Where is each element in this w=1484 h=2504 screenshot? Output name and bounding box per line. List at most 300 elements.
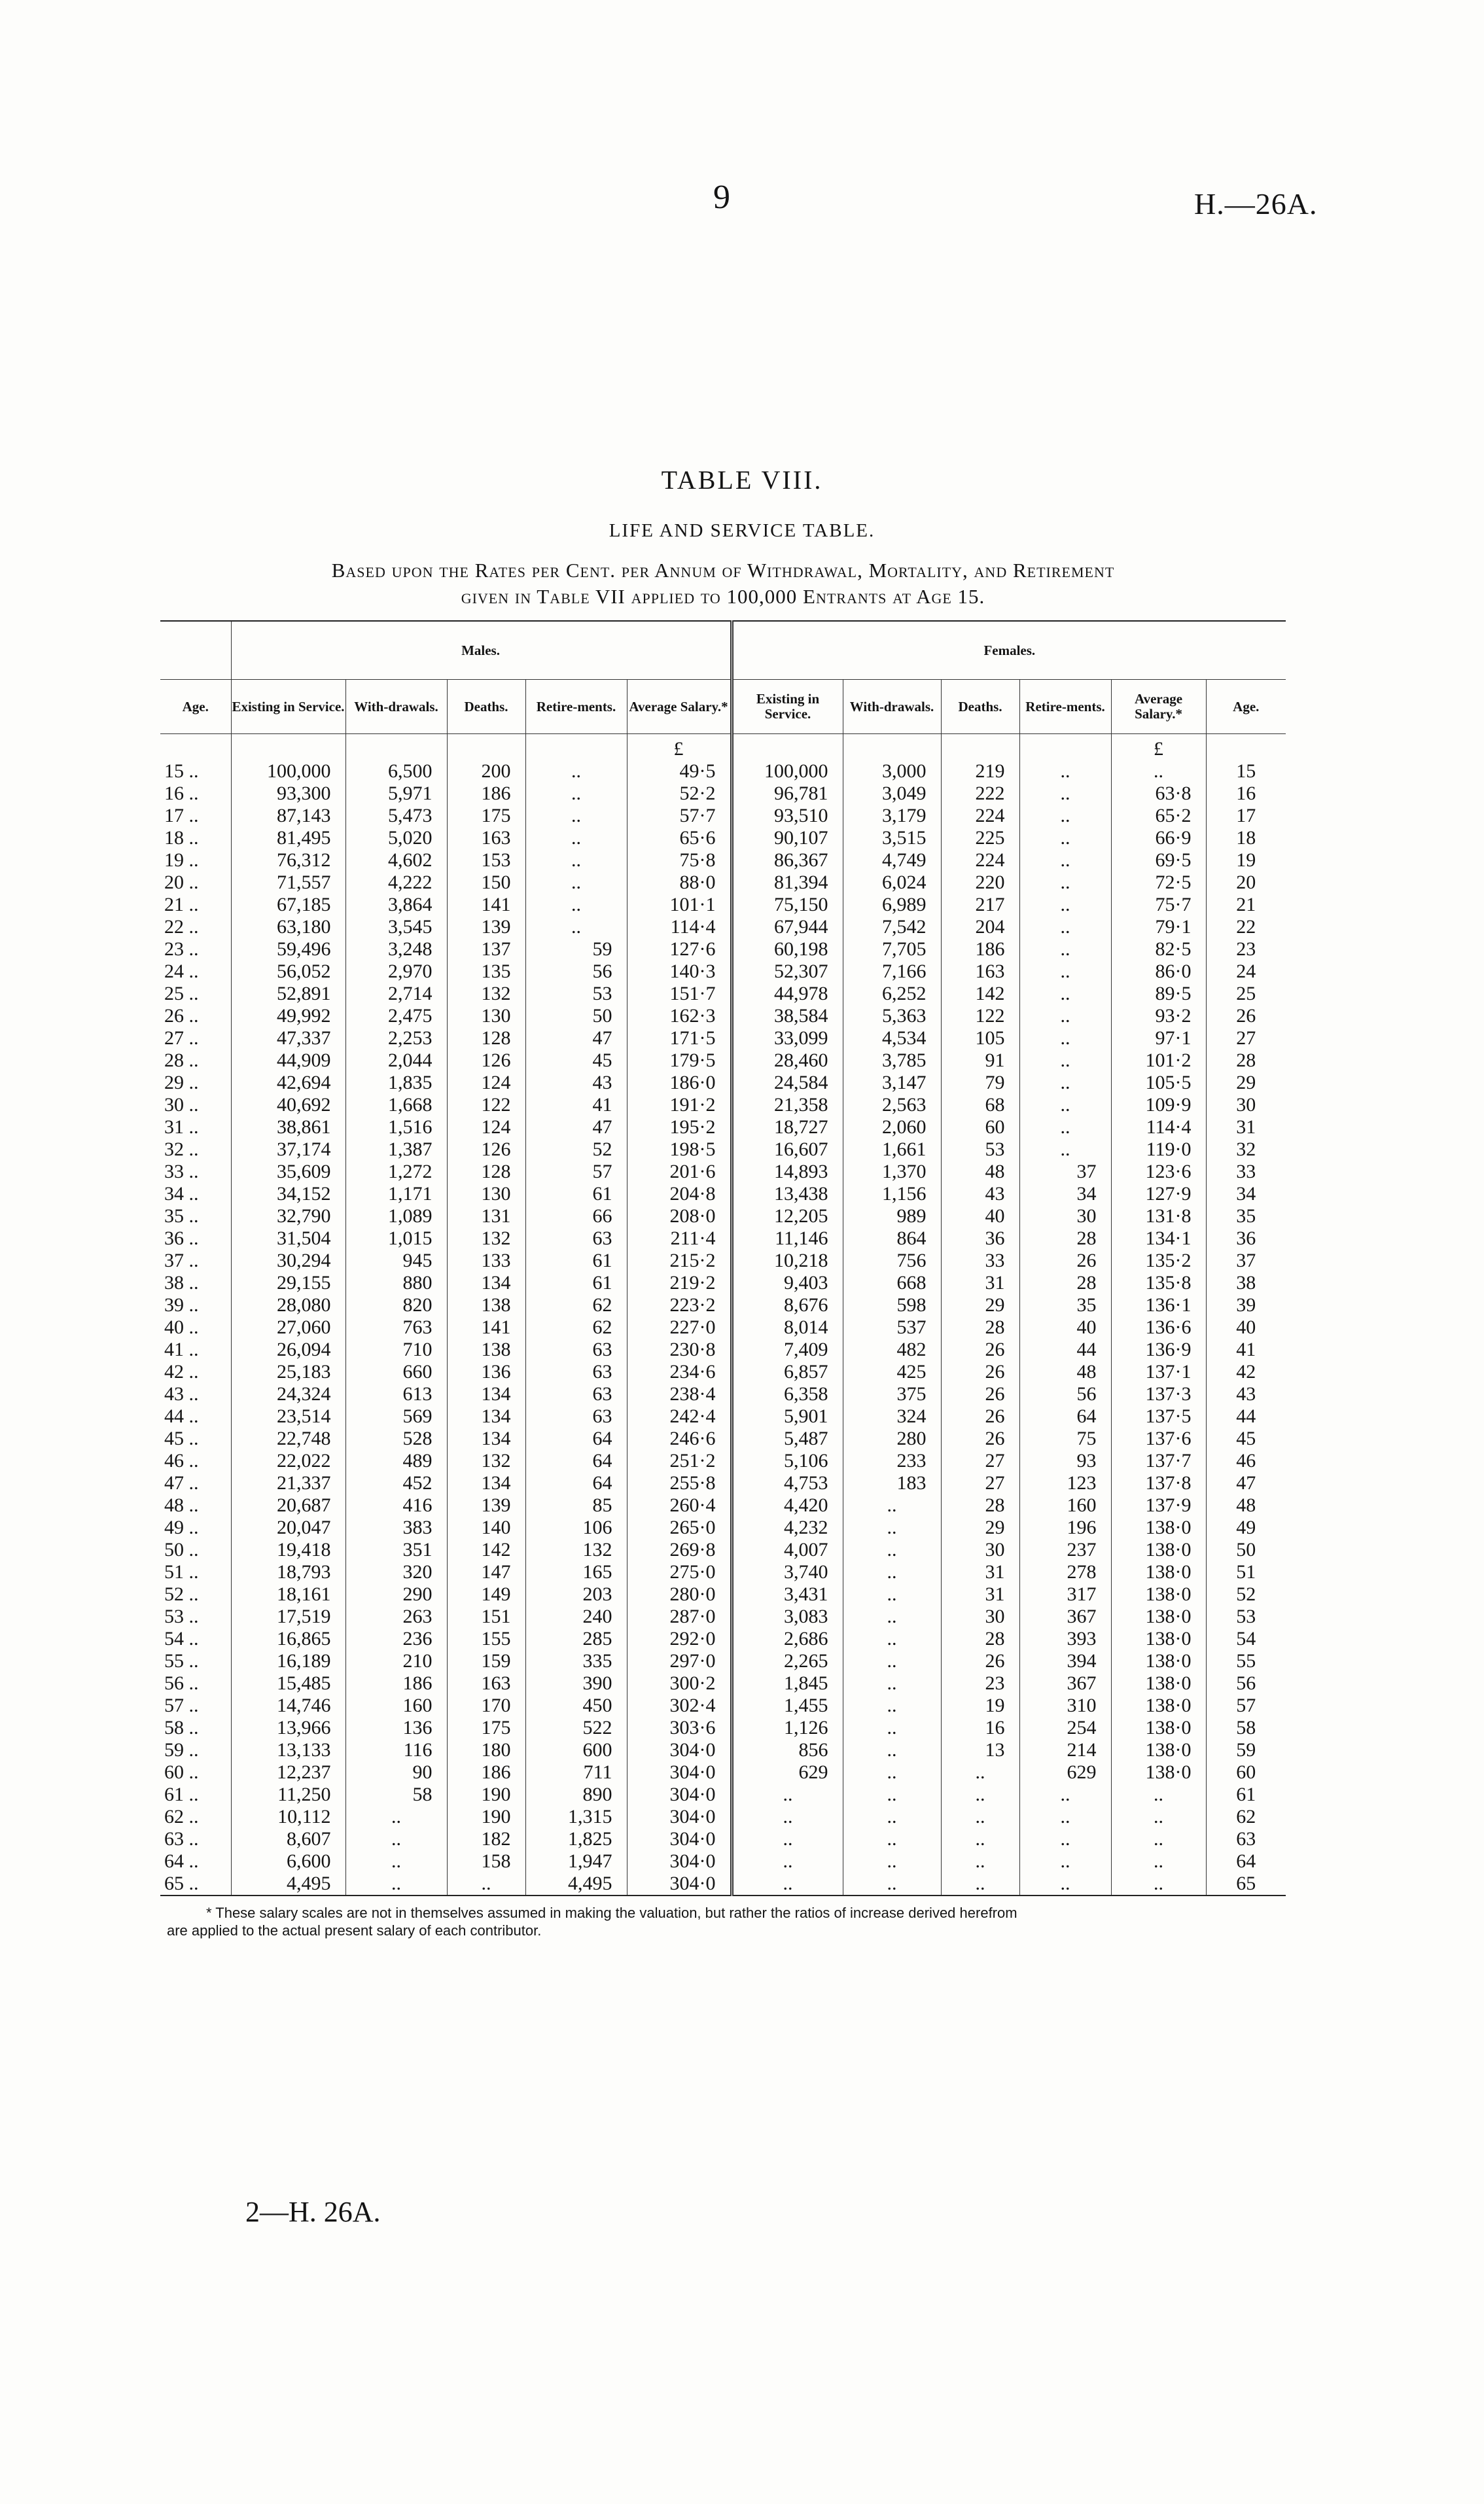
females-withdrawals-cell: 2,060 bbox=[843, 1116, 941, 1138]
table-row bbox=[160, 1094, 1286, 1116]
table-row bbox=[160, 1828, 1286, 1850]
males-salary-cell: 302·4 bbox=[627, 1695, 732, 1717]
females-salary-cell: .. bbox=[1111, 1784, 1206, 1806]
females-deaths-cell: 28 bbox=[941, 1628, 1019, 1650]
females-existing-cell: 33,099 bbox=[732, 1027, 843, 1049]
males-withdrawals-cell: .. bbox=[345, 1806, 447, 1828]
females-salary-cell: 65·2 bbox=[1111, 805, 1206, 827]
females-withdrawals-cell: 3,515 bbox=[843, 827, 941, 849]
females-retirements-cell: .. bbox=[1019, 1806, 1111, 1828]
males-salary-cell: 179·5 bbox=[627, 1049, 732, 1072]
females-existing-cell: 75,150 bbox=[732, 894, 843, 916]
table-row bbox=[160, 805, 1286, 827]
females-existing-cell: 3,431 bbox=[732, 1583, 843, 1606]
males-retirements-cell: .. bbox=[525, 783, 627, 805]
footnote bbox=[167, 1904, 1286, 1939]
females-salary-cell: 138·0 bbox=[1111, 1761, 1206, 1784]
males-withdrawals-cell: .. bbox=[345, 1850, 447, 1873]
males-salary-cell: 171·5 bbox=[627, 1027, 732, 1049]
males-withdrawals-cell: 290 bbox=[345, 1583, 447, 1606]
age-cell-right: 55 bbox=[1206, 1650, 1286, 1672]
age-cell: 47 .. bbox=[164, 1472, 199, 1494]
age-cell-right: 36 bbox=[1206, 1227, 1286, 1250]
females-retirements-cell: .. bbox=[1019, 756, 1111, 783]
males-withdrawals-cell: 5,020 bbox=[345, 827, 447, 849]
males-salary-cell: 127·6 bbox=[627, 938, 732, 961]
age-cell-right: 37 bbox=[1206, 1250, 1286, 1272]
females-existing-cell: 1,845 bbox=[732, 1672, 843, 1695]
males-withdrawals-cell: 1,171 bbox=[345, 1183, 447, 1205]
age-cell: 43 .. bbox=[164, 1383, 199, 1405]
males-withdrawals-cell: .. bbox=[345, 1873, 447, 1896]
females-retirements-cell: 56 bbox=[1019, 1383, 1111, 1405]
females-salary-cell: 72·5 bbox=[1111, 872, 1206, 894]
males-existing-cell: 12,237 bbox=[231, 1761, 345, 1784]
males-existing-cell: 17,519 bbox=[231, 1606, 345, 1628]
females-salary-cell: 138·0 bbox=[1111, 1717, 1206, 1739]
males-salary-cell: 219·2 bbox=[627, 1272, 732, 1294]
males-deaths-cell: 141 bbox=[447, 894, 525, 916]
males-retirements-cell: 711 bbox=[525, 1761, 627, 1784]
col-header-age-right: Age. bbox=[1206, 680, 1286, 734]
males-deaths-cell: 163 bbox=[447, 1672, 525, 1695]
females-withdrawals-cell: 3,179 bbox=[843, 805, 941, 827]
males-retirements-cell: 66 bbox=[525, 1205, 627, 1227]
females-deaths-cell: 186 bbox=[941, 938, 1019, 961]
table-row bbox=[160, 1383, 1286, 1405]
males-deaths-cell: 139 bbox=[447, 1494, 525, 1517]
females-deaths-cell: 224 bbox=[941, 849, 1019, 872]
males-deaths-cell: 180 bbox=[447, 1739, 525, 1761]
females-withdrawals-cell: .. bbox=[843, 1828, 941, 1850]
footnote-line-2: are applied to the actual present salary of each contributor. bbox=[167, 1922, 542, 1939]
table-row bbox=[160, 1539, 1286, 1561]
males-withdrawals-cell: 2,044 bbox=[345, 1049, 447, 1072]
females-deaths-cell: 26 bbox=[941, 1339, 1019, 1361]
females-salary-cell: 138·0 bbox=[1111, 1517, 1206, 1539]
females-retirements-cell: .. bbox=[1019, 1784, 1111, 1806]
females-retirements-cell: 40 bbox=[1019, 1316, 1111, 1339]
females-existing-cell: 11,146 bbox=[732, 1227, 843, 1250]
age-cell: 63 .. bbox=[164, 1828, 199, 1850]
females-salary-cell: 86·0 bbox=[1111, 961, 1206, 983]
males-retirements-cell: 62 bbox=[525, 1316, 627, 1339]
males-deaths-cell: 134 bbox=[447, 1272, 525, 1294]
males-salary-cell: 292·0 bbox=[627, 1628, 732, 1650]
males-salary-cell: 304·0 bbox=[627, 1761, 732, 1784]
females-withdrawals-cell: 6,024 bbox=[843, 872, 941, 894]
females-existing-cell: 4,753 bbox=[732, 1472, 843, 1494]
females-salary-cell: 138·0 bbox=[1111, 1650, 1206, 1672]
females-salary-cell: 138·0 bbox=[1111, 1695, 1206, 1717]
males-salary-cell: 304·0 bbox=[627, 1873, 732, 1896]
females-deaths-cell: 31 bbox=[941, 1561, 1019, 1583]
males-salary-cell: 238·4 bbox=[627, 1383, 732, 1405]
males-existing-cell: 18,161 bbox=[231, 1583, 345, 1606]
males-retirements-cell: 61 bbox=[525, 1250, 627, 1272]
females-withdrawals-cell: 183 bbox=[843, 1472, 941, 1494]
age-cell: 49 .. bbox=[164, 1517, 199, 1538]
females-salary-cell: 135·2 bbox=[1111, 1250, 1206, 1272]
col-header-males-existing: Existing in Service. bbox=[231, 680, 345, 734]
males-deaths-cell: 147 bbox=[447, 1561, 525, 1583]
females-deaths-cell: 28 bbox=[941, 1316, 1019, 1339]
males-deaths-cell: 190 bbox=[447, 1784, 525, 1806]
females-existing-cell: 100,000 bbox=[732, 756, 843, 783]
females-existing-cell: 24,584 bbox=[732, 1072, 843, 1094]
females-retirements-cell: .. bbox=[1019, 1116, 1111, 1138]
females-salary-cell: 114·4 bbox=[1111, 1116, 1206, 1138]
males-existing-cell: 15,485 bbox=[231, 1672, 345, 1695]
males-withdrawals-cell: 210 bbox=[345, 1650, 447, 1672]
females-existing-cell: 3,740 bbox=[732, 1561, 843, 1583]
females-existing-cell: .. bbox=[732, 1806, 843, 1828]
females-deaths-cell: 219 bbox=[941, 756, 1019, 783]
females-retirements-cell: .. bbox=[1019, 894, 1111, 916]
age-cell-right: 40 bbox=[1206, 1316, 1286, 1339]
age-cell: 34 .. bbox=[164, 1183, 199, 1205]
age-cell-right: 52 bbox=[1206, 1583, 1286, 1606]
males-retirements-cell: .. bbox=[525, 805, 627, 827]
age-cell: 27 .. bbox=[164, 1027, 199, 1049]
females-salary-currency: £ bbox=[1111, 734, 1206, 757]
males-salary-cell: 287·0 bbox=[627, 1606, 732, 1628]
females-existing-cell: 86,367 bbox=[732, 849, 843, 872]
males-existing-cell: 67,185 bbox=[231, 894, 345, 916]
age-cell-right: 54 bbox=[1206, 1628, 1286, 1650]
females-retirements-cell: .. bbox=[1019, 938, 1111, 961]
females-deaths-cell: 91 bbox=[941, 1049, 1019, 1072]
females-retirements-cell: .. bbox=[1019, 1072, 1111, 1094]
males-existing-cell: 44,909 bbox=[231, 1049, 345, 1072]
males-deaths-cell: 159 bbox=[447, 1650, 525, 1672]
age-cell-right: 47 bbox=[1206, 1472, 1286, 1494]
females-withdrawals-cell: 6,989 bbox=[843, 894, 941, 916]
females-deaths-cell: 33 bbox=[941, 1250, 1019, 1272]
age-cell-right: 17 bbox=[1206, 805, 1286, 827]
females-deaths-cell: 13 bbox=[941, 1739, 1019, 1761]
males-salary-cell: 162·3 bbox=[627, 1005, 732, 1027]
females-salary-cell: 138·0 bbox=[1111, 1606, 1206, 1628]
females-salary-cell: 134·1 bbox=[1111, 1227, 1206, 1250]
age-cell: 32 .. bbox=[164, 1138, 199, 1160]
males-withdrawals-cell: 5,971 bbox=[345, 783, 447, 805]
females-withdrawals-cell: 4,534 bbox=[843, 1027, 941, 1049]
table-row bbox=[160, 1761, 1286, 1784]
females-salary-cell: .. bbox=[1111, 1850, 1206, 1873]
table-row bbox=[160, 916, 1286, 938]
males-deaths-cell: 142 bbox=[447, 1539, 525, 1561]
females-existing-cell: 12,205 bbox=[732, 1205, 843, 1227]
females-existing-cell: 4,232 bbox=[732, 1517, 843, 1539]
table-row bbox=[160, 1205, 1286, 1227]
males-existing-cell: 25,183 bbox=[231, 1361, 345, 1383]
females-withdrawals-cell: 3,147 bbox=[843, 1072, 941, 1094]
males-withdrawals-cell: 763 bbox=[345, 1316, 447, 1339]
females-retirements-cell: .. bbox=[1019, 1049, 1111, 1072]
age-cell-right: 25 bbox=[1206, 983, 1286, 1005]
males-deaths-cell: 134 bbox=[447, 1472, 525, 1494]
females-existing-cell: 856 bbox=[732, 1739, 843, 1761]
caption-line-2: given in Table VII applied to 100,000 Entrants at Age 15. bbox=[461, 585, 985, 608]
age-cell-right: 63 bbox=[1206, 1828, 1286, 1850]
males-salary-cell: 230·8 bbox=[627, 1339, 732, 1361]
males-salary-cell: 300·2 bbox=[627, 1672, 732, 1695]
females-salary-cell: 138·0 bbox=[1111, 1561, 1206, 1583]
males-retirements-cell: 890 bbox=[525, 1784, 627, 1806]
females-existing-cell: 21,358 bbox=[732, 1094, 843, 1116]
males-salary-cell: 304·0 bbox=[627, 1850, 732, 1873]
males-existing-cell: 34,152 bbox=[231, 1183, 345, 1205]
age-cell: 40 .. bbox=[164, 1316, 199, 1338]
males-withdrawals-cell: 820 bbox=[345, 1294, 447, 1316]
table-body bbox=[160, 756, 1286, 1896]
age-cell: 60 .. bbox=[164, 1761, 199, 1783]
age-cell-right: 51 bbox=[1206, 1561, 1286, 1583]
females-salary-cell: 79·1 bbox=[1111, 916, 1206, 938]
males-deaths-cell: 128 bbox=[447, 1161, 525, 1183]
males-deaths-cell: 133 bbox=[447, 1250, 525, 1272]
females-retirements-cell: 123 bbox=[1019, 1472, 1111, 1494]
males-deaths-cell: 131 bbox=[447, 1205, 525, 1227]
males-salary-cell: 65·6 bbox=[627, 827, 732, 849]
females-deaths-cell: .. bbox=[941, 1850, 1019, 1873]
males-existing-cell: 26,094 bbox=[231, 1339, 345, 1361]
males-existing-cell: 100,000 bbox=[231, 756, 345, 783]
males-existing-cell: 30,294 bbox=[231, 1250, 345, 1272]
females-deaths-cell: 163 bbox=[941, 961, 1019, 983]
males-salary-cell: 304·0 bbox=[627, 1739, 732, 1761]
females-withdrawals-cell: .. bbox=[843, 1583, 941, 1606]
table-row bbox=[160, 1450, 1286, 1472]
col-header-females-salary: Average Salary.* bbox=[1111, 680, 1206, 734]
age-cell-right: 43 bbox=[1206, 1383, 1286, 1405]
age-cell: 65 .. bbox=[160, 1873, 231, 1896]
females-retirements-cell: 254 bbox=[1019, 1717, 1111, 1739]
table-row bbox=[160, 756, 1286, 783]
age-cell-right: 64 bbox=[1206, 1850, 1286, 1873]
females-retirements-cell: 629 bbox=[1019, 1761, 1111, 1784]
males-deaths-cell: 141 bbox=[447, 1316, 525, 1339]
males-withdrawals-cell: 3,864 bbox=[345, 894, 447, 916]
males-salary-cell: 204·8 bbox=[627, 1183, 732, 1205]
females-salary-cell: 138·0 bbox=[1111, 1672, 1206, 1695]
males-retirements-cell: 53 bbox=[525, 983, 627, 1005]
table-row bbox=[160, 1672, 1286, 1695]
males-existing-cell: 10,112 bbox=[231, 1806, 345, 1828]
females-salary-cell: 135·8 bbox=[1111, 1272, 1206, 1294]
males-salary-cell: 201·6 bbox=[627, 1161, 732, 1183]
males-existing-cell: 11,250 bbox=[231, 1784, 345, 1806]
females-salary-cell: 131·8 bbox=[1111, 1205, 1206, 1227]
females-withdrawals-cell: 3,785 bbox=[843, 1049, 941, 1072]
footnote-line-1: * These salary scales are not in themselves assumed in making the valuation, but rather the ratios of increase derived herefrom bbox=[206, 1905, 1017, 1921]
females-retirements-cell: .. bbox=[1019, 1005, 1111, 1027]
females-existing-cell: 9,403 bbox=[732, 1272, 843, 1294]
table-row bbox=[160, 1494, 1286, 1517]
males-existing-cell: 23,514 bbox=[231, 1405, 345, 1428]
age-cell-right: 33 bbox=[1206, 1161, 1286, 1183]
females-salary-cell: 137·7 bbox=[1111, 1450, 1206, 1472]
age-cell: 26 .. bbox=[164, 1005, 199, 1027]
age-cell: 20 .. bbox=[164, 872, 199, 893]
females-deaths-cell: .. bbox=[941, 1761, 1019, 1784]
females-salary-cell: 138·0 bbox=[1111, 1628, 1206, 1650]
table-row bbox=[160, 1027, 1286, 1049]
females-deaths-cell: 29 bbox=[941, 1517, 1019, 1539]
females-deaths-cell: 19 bbox=[941, 1695, 1019, 1717]
females-salary-cell: .. bbox=[1111, 1806, 1206, 1828]
males-retirements-cell: 63 bbox=[525, 1227, 627, 1250]
females-deaths-cell: 204 bbox=[941, 916, 1019, 938]
table-row bbox=[160, 1806, 1286, 1828]
males-withdrawals-cell: 1,015 bbox=[345, 1227, 447, 1250]
females-existing-cell: 7,409 bbox=[732, 1339, 843, 1361]
females-retirements-cell: 44 bbox=[1019, 1339, 1111, 1361]
table-row bbox=[160, 1361, 1286, 1383]
males-retirements-cell: 57 bbox=[525, 1161, 627, 1183]
females-withdrawals-cell: .. bbox=[843, 1517, 941, 1539]
females-existing-cell: 2,686 bbox=[732, 1628, 843, 1650]
males-retirements-cell: 285 bbox=[525, 1628, 627, 1650]
females-salary-cell: 89·5 bbox=[1111, 983, 1206, 1005]
males-retirements-cell: 1,825 bbox=[525, 1828, 627, 1850]
females-deaths-cell: 26 bbox=[941, 1428, 1019, 1450]
males-deaths-cell: 170 bbox=[447, 1695, 525, 1717]
age-cell-right: 21 bbox=[1206, 894, 1286, 916]
females-withdrawals-cell: 7,542 bbox=[843, 916, 941, 938]
females-retirements-cell: 393 bbox=[1019, 1628, 1111, 1650]
table-row bbox=[160, 1428, 1286, 1450]
males-retirements-cell: 47 bbox=[525, 1116, 627, 1138]
age-cell-right: 49 bbox=[1206, 1517, 1286, 1539]
table-row bbox=[160, 894, 1286, 916]
males-retirements-cell: 1,315 bbox=[525, 1806, 627, 1828]
males-retirements-cell: 132 bbox=[525, 1539, 627, 1561]
group-header-males: Males. bbox=[231, 621, 732, 680]
males-withdrawals-cell: 613 bbox=[345, 1383, 447, 1405]
males-existing-cell: 93,300 bbox=[231, 783, 345, 805]
age-cell: 59 .. bbox=[164, 1739, 199, 1761]
signature-mark: 2—H. 26A. bbox=[245, 2196, 381, 2228]
age-cell-right: 19 bbox=[1206, 849, 1286, 872]
table-row bbox=[160, 1695, 1286, 1717]
age-cell: 64 .. bbox=[164, 1850, 199, 1872]
males-existing-cell: 22,022 bbox=[231, 1450, 345, 1472]
males-withdrawals-cell: 1,272 bbox=[345, 1161, 447, 1183]
males-deaths-cell: 186 bbox=[447, 1761, 525, 1784]
males-deaths-cell: 137 bbox=[447, 938, 525, 961]
females-existing-cell: 2,265 bbox=[732, 1650, 843, 1672]
males-retirements-cell: 390 bbox=[525, 1672, 627, 1695]
females-retirements-cell: .. bbox=[1019, 1027, 1111, 1049]
females-existing-cell: 6,358 bbox=[732, 1383, 843, 1405]
females-salary-cell: 136·6 bbox=[1111, 1316, 1206, 1339]
males-deaths-cell: 155 bbox=[447, 1628, 525, 1650]
males-existing-cell: 81,495 bbox=[231, 827, 345, 849]
males-withdrawals-cell: 58 bbox=[345, 1784, 447, 1806]
females-withdrawals-cell: 6,252 bbox=[843, 983, 941, 1005]
females-retirements-cell: .. bbox=[1019, 916, 1111, 938]
age-cell: 44 .. bbox=[164, 1405, 199, 1427]
females-salary-cell: 137·5 bbox=[1111, 1405, 1206, 1428]
females-retirements-cell: .. bbox=[1019, 783, 1111, 805]
males-salary-cell: 304·0 bbox=[627, 1828, 732, 1850]
age-cell: 55 .. bbox=[164, 1650, 199, 1672]
females-withdrawals-cell: 280 bbox=[843, 1428, 941, 1450]
females-salary-cell: 63·8 bbox=[1111, 783, 1206, 805]
males-retirements-cell: .. bbox=[525, 849, 627, 872]
males-withdrawals-cell: 452 bbox=[345, 1472, 447, 1494]
males-withdrawals-cell: 880 bbox=[345, 1272, 447, 1294]
table-header bbox=[160, 621, 1286, 760]
males-existing-cell: 37,174 bbox=[231, 1138, 345, 1161]
males-withdrawals-cell: 136 bbox=[345, 1717, 447, 1739]
age-cell: 48 .. bbox=[164, 1494, 199, 1516]
females-deaths-cell: 31 bbox=[941, 1272, 1019, 1294]
males-salary-cell: 75·8 bbox=[627, 849, 732, 872]
females-withdrawals-cell: .. bbox=[843, 1606, 941, 1628]
females-withdrawals-cell: 482 bbox=[843, 1339, 941, 1361]
males-existing-cell: 24,324 bbox=[231, 1383, 345, 1405]
males-deaths-cell: 158 bbox=[447, 1850, 525, 1873]
males-retirements-cell: .. bbox=[525, 756, 627, 783]
males-salary-cell: 265·0 bbox=[627, 1517, 732, 1539]
females-salary-cell: .. bbox=[1111, 1828, 1206, 1850]
age-cell-right: 34 bbox=[1206, 1183, 1286, 1205]
females-withdrawals-cell: 425 bbox=[843, 1361, 941, 1383]
table-row bbox=[160, 983, 1286, 1005]
females-existing-cell: 629 bbox=[732, 1761, 843, 1784]
table-row bbox=[160, 1339, 1286, 1361]
age-cell-right: 44 bbox=[1206, 1405, 1286, 1428]
females-retirements-cell: .. bbox=[1019, 1850, 1111, 1873]
females-withdrawals-cell: .. bbox=[843, 1695, 941, 1717]
females-salary-cell: 137·1 bbox=[1111, 1361, 1206, 1383]
table-row bbox=[160, 1606, 1286, 1628]
table-row bbox=[160, 1583, 1286, 1606]
males-retirements-cell: 165 bbox=[525, 1561, 627, 1583]
males-salary-cell: 269·8 bbox=[627, 1539, 732, 1561]
males-salary-cell: 49·5 bbox=[627, 756, 732, 783]
age-cell: 24 .. bbox=[164, 961, 199, 982]
females-existing-cell: 38,584 bbox=[732, 1005, 843, 1027]
age-cell-right: 56 bbox=[1206, 1672, 1286, 1695]
males-withdrawals-cell: .. bbox=[345, 1828, 447, 1850]
females-retirements-cell: .. bbox=[1019, 1094, 1111, 1116]
males-withdrawals-cell: 2,714 bbox=[345, 983, 447, 1005]
males-retirements-cell: 63 bbox=[525, 1361, 627, 1383]
females-withdrawals-cell: 2,563 bbox=[843, 1094, 941, 1116]
table-row bbox=[160, 1405, 1286, 1428]
age-cell: 54 .. bbox=[164, 1628, 199, 1649]
females-retirements-cell: .. bbox=[1019, 1828, 1111, 1850]
males-salary-cell: 297·0 bbox=[627, 1650, 732, 1672]
age-cell: 30 .. bbox=[164, 1094, 199, 1116]
col-header-males-withdrawals: With-drawals. bbox=[345, 680, 447, 734]
females-withdrawals-cell: .. bbox=[843, 1761, 941, 1784]
males-retirements-cell: 61 bbox=[525, 1183, 627, 1205]
females-deaths-cell: 26 bbox=[941, 1361, 1019, 1383]
age-cell-right: 50 bbox=[1206, 1539, 1286, 1561]
males-deaths-cell: 134 bbox=[447, 1405, 525, 1428]
males-salary-cell: 303·6 bbox=[627, 1717, 732, 1739]
age-cell: 29 .. bbox=[164, 1072, 199, 1093]
males-retirements-cell: 64 bbox=[525, 1450, 627, 1472]
males-withdrawals-cell: 2,253 bbox=[345, 1027, 447, 1049]
males-withdrawals-cell: 2,970 bbox=[345, 961, 447, 983]
males-withdrawals-cell: 1,089 bbox=[345, 1205, 447, 1227]
